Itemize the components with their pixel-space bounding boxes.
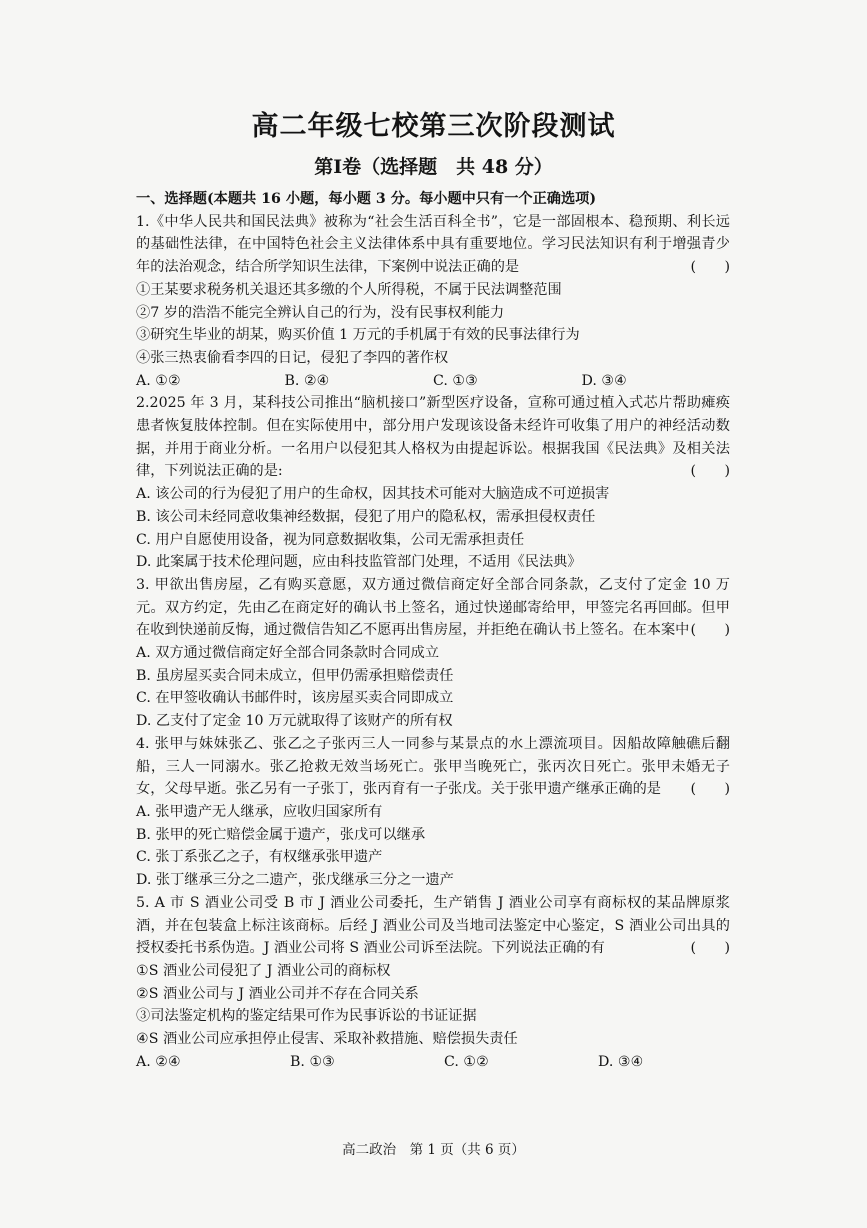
option-c: C. 用户自愿使用设备，视为同意数据收集，公司无需承担责任	[136, 531, 525, 548]
question-5	[136, 892, 730, 1074]
option-d: D. 张丁继承三分之二遗产，张戊继承三分之一遗产	[136, 872, 454, 889]
option-a: A. 双方通过微信商定好全部合同条款时合同成立	[136, 645, 440, 662]
option-a: A. 该公司的行为侵犯了用户的生命权，因其技术可能对大脑造成不可逆损害	[136, 486, 610, 503]
option-a: A. 张甲遗产无人继承，应收归国家所有	[136, 803, 383, 820]
answer-bracket: ( )	[690, 463, 730, 480]
option-d: D. 此案属于技术伦理问题，应由科技监管部门处理，不适用《民法典》	[136, 554, 582, 571]
statement-item: ②S 酒业公司与 J 酒业公司并不存在合同关系	[136, 985, 419, 1002]
statement-item: ④S 酒业公司应承担停止侵害、采取补救措施、赔偿损失责任	[136, 1031, 518, 1048]
answer-bracket: ( )	[690, 781, 730, 798]
choice-b: B. ②④	[284, 372, 330, 389]
statement-item: ②7 岁的浩浩不能完全辨认自己的行为，没有民事权利能力	[136, 304, 505, 321]
choice-a: A. ②④	[136, 1053, 181, 1070]
choice-d: D. ③④	[581, 372, 627, 389]
question-stem: 4. 张甲与妹妹张乙、张乙之子张丙三人一同参与某景点的水上漂流项目。因船故障触礁后翻船，三人一同溺水。张乙抢救无效当场死亡。张甲当晚死亡，张丙次日死亡。张甲未婚无子女，父母早逝。张乙另有一子张丁，张丙育有一子张戊。关于张甲遗产继承正确的是 ( )	[136, 733, 730, 801]
option-c: C. 张丁系张乙之子，有权继承张甲遗产	[136, 849, 383, 866]
option-c: C. 在甲签收确认书邮件时，该房屋买卖合同即成立	[136, 690, 454, 707]
option-b: B. 该公司未经同意收集神经数据，侵犯了用户的隐私权，需承担侵权责任	[136, 508, 596, 525]
statement-item: ①王某要求税务机关退还其多缴的个人所得税，不属于民法调整范围	[136, 281, 562, 298]
answer-bracket: ( )	[690, 940, 730, 957]
exam-content	[136, 188, 730, 1073]
question-4	[136, 733, 730, 892]
answer-choices	[136, 370, 730, 393]
question-stem: 1.《中华人民共和国民法典》被称为“社会生活百科全书”，它是一部固根本、稳预期、利长远的基础性法律，在中国特色社会主义法律体系中具有重要地位。学习民法知识有利于增强青少年的法治观念，结合所学知识生法律，下案例中说法正确的是 ( )	[136, 211, 730, 279]
option-b: B. 张甲的死亡赔偿金属于遗产，张戊可以继承	[136, 826, 426, 843]
answer-choices	[136, 1051, 730, 1074]
choice-c: C. ①③	[433, 372, 478, 389]
choice-a: A. ①②	[136, 372, 181, 389]
question-stem: 5. A 市 S 酒业公司受 B 市 J 酒业公司委托，生产销售 J 酒业公司享有商标权的某品牌原浆酒，并在包装盒上标注该商标。后经 J 酒业公司及当地司法鉴定中心鉴定，S 酒业公司出具的授权委托书系伪造。J 酒业公司将 S 酒业公司诉至法院。下列说法正确的有 ( )	[136, 892, 730, 960]
question-1	[136, 211, 730, 393]
choice-b: B. ①③	[290, 1053, 335, 1070]
answer-bracket: ( )	[690, 259, 730, 276]
question-3	[136, 574, 730, 733]
choice-c: C. ①②	[444, 1053, 489, 1070]
statement-item: ①S 酒业公司侵犯了 J 酒业公司的商标权	[136, 962, 391, 979]
question-stem: 2.2025 年 3 月，某科技公司推出“脑机接口”新型医疗设备，宣称可通过植入式芯片帮助瘫痪患者恢复肢体控制。但在实际使用中，部分用户发现该设备未经许可收集了用户的神经活动数据，并用于商业分析。一名用户以侵犯其人格权为由提起诉讼。根据我国《民法典》及相关法律，下列说法正确的是: ( )	[136, 392, 730, 483]
statement-item: ③研究生毕业的胡某，购买价值 1 万元的手机属于有效的民事法律行为	[136, 327, 580, 344]
statement-item: ③司法鉴定机构的鉴定结果可作为民事诉讼的书证证据	[136, 1008, 477, 1025]
exam-title: 高二年级七校第三次阶段测试	[251, 111, 616, 142]
answer-bracket: ( )	[690, 622, 730, 639]
statement-item: ④张三热衷偷看李四的日记，侵犯了李四的著作权	[136, 349, 449, 366]
page-footer: 高二政治 第 1 页（共 6 页）	[342, 1142, 525, 1158]
question-2	[136, 392, 730, 574]
section-volume-title: 第I卷（选择题 共 48 分）	[314, 156, 553, 178]
choice-d: D. ③④	[598, 1053, 644, 1070]
option-b: B. 虽房屋买卖合同未成立，但甲仍需承担赔偿责任	[136, 667, 454, 684]
section-heading: 一、选择题(本题共 16 小题，每小题 3 分。每小题中只有一个正确选项)	[136, 191, 597, 207]
question-stem: 3. 甲欲出售房屋，乙有购买意愿，双方通过微信商定好全部合同条款，乙支付了定金 10 万元。双方约定，先由乙在商定好的确认书上签名，通过快递邮寄给甲，甲签完名再回邮。但甲在收到快递前反悔，通过微信告知乙不愿再出售房屋，并拒绝在确认书上签名。在本案中 ( )	[136, 574, 730, 642]
option-d: D. 乙支付了定金 10 万元就取得了该财产的所有权	[136, 713, 453, 730]
